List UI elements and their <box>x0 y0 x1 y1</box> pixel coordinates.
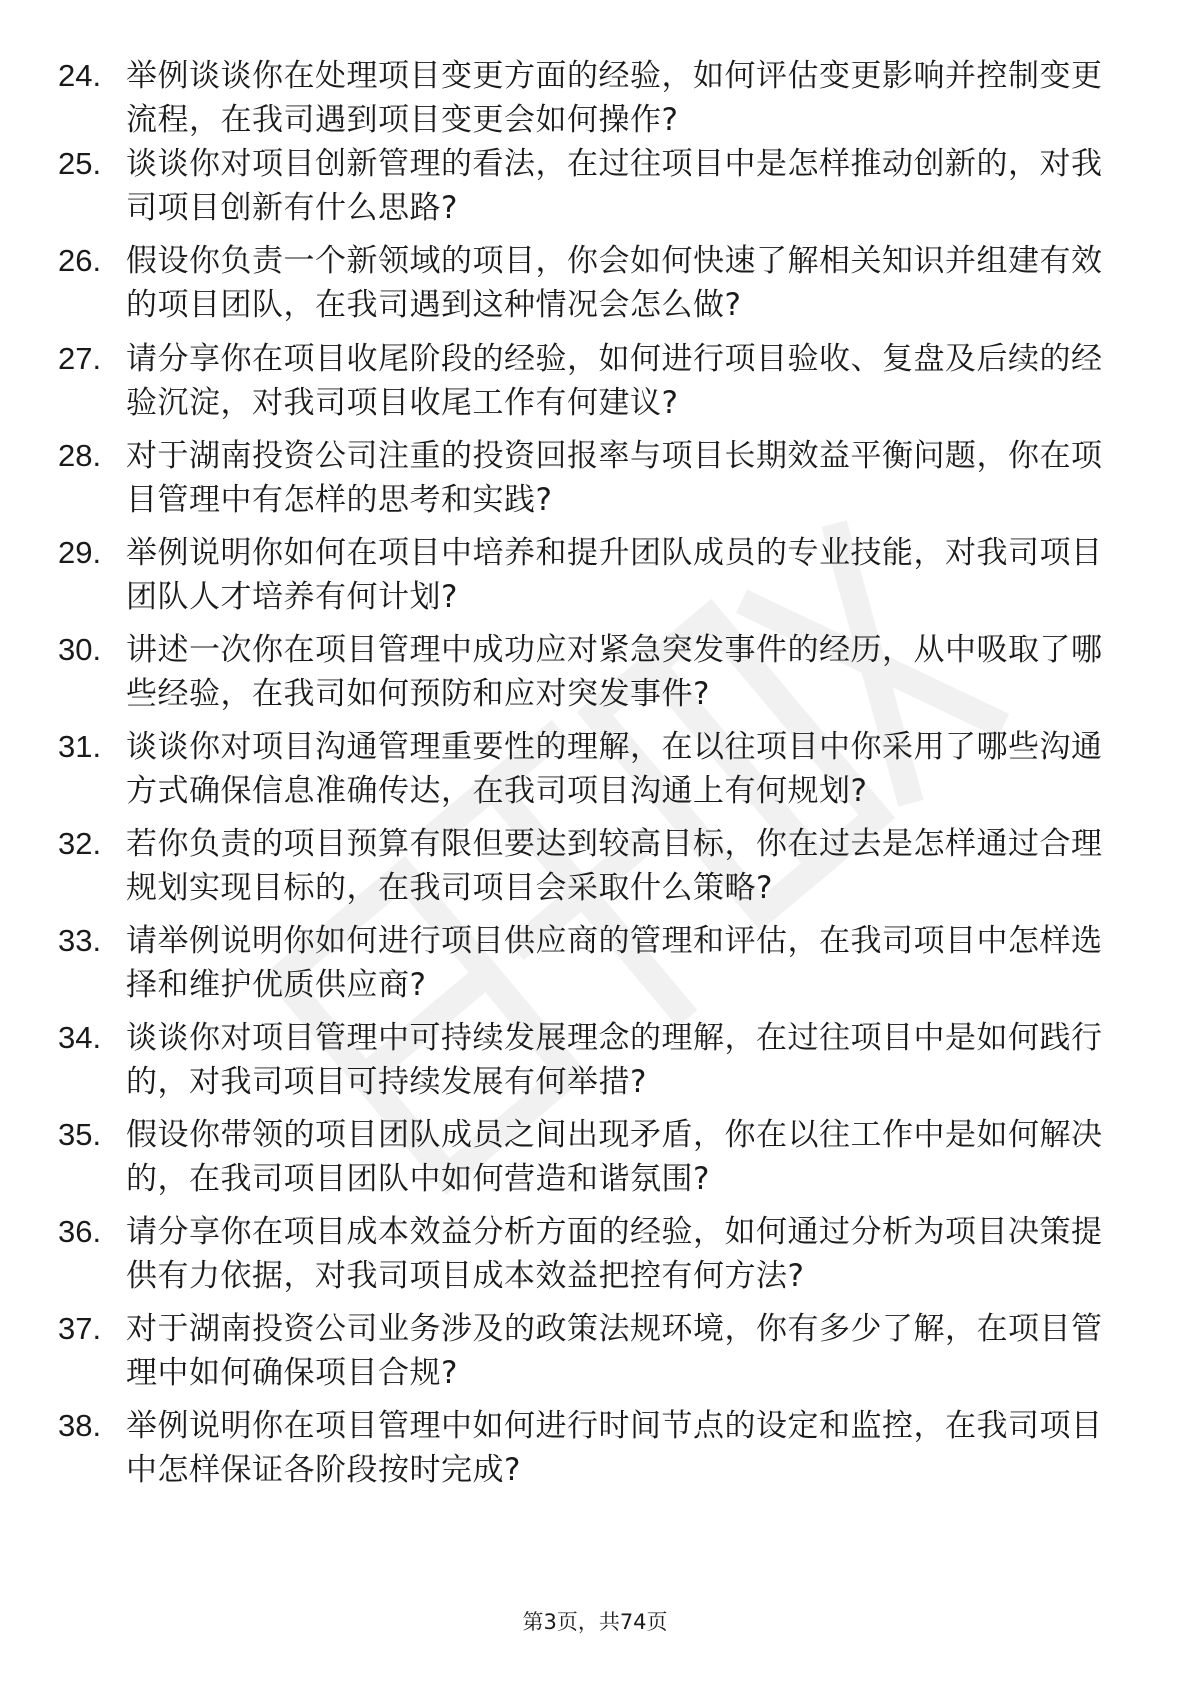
question-text: 讲述一次你在项目管理中成功应对紧急突发事件的经历，从中吸取了哪些经验，在我司如何预防和应对突发事件? <box>126 632 1103 712</box>
question-number: 35. <box>58 1117 102 1152</box>
question-number: 31. <box>58 729 102 764</box>
question-item <box>58 239 1138 327</box>
question-number: 30. <box>58 632 102 667</box>
question-number: 37. <box>58 1311 102 1346</box>
question-item <box>58 1113 1138 1201</box>
question-text: 请分享你在项目成本效益分析方面的经验，如何通过分析为项目决策提供有力依据，对我司项目成本效益把控有何方法? <box>126 1214 1103 1294</box>
question-text: 举例说明你在项目管理中如何进行时间节点的设定和监控，在我司项目中怎样保证各阶段按时完成? <box>126 1408 1103 1488</box>
question-number: 36. <box>58 1214 102 1249</box>
question-text: 谈谈你对项目创新管理的看法，在过往项目中是怎样推动创新的，对我司项目创新有什么思路? <box>126 146 1103 226</box>
question-text: 谈谈你对项目沟通管理重要性的理解，在以往项目中你采用了哪些沟通方式确保信息准确传达，在我司项目沟通上有何规划? <box>126 729 1103 809</box>
question-number: 26. <box>58 243 102 278</box>
question-item <box>58 1210 1138 1298</box>
question-text: 对于湖南投资公司业务涉及的政策法规环境，你有多少了解，在项目管理中如何确保项目合规? <box>126 1311 1103 1391</box>
question-text: 若你负责的项目预算有限但要达到较高目标，你在过去是怎样通过合理规划实现目标的，在我司项目会采取什么策略? <box>126 826 1103 906</box>
question-text: 请分享你在项目收尾阶段的经验，如何进行项目验收、复盘及后续的经验沉淀，对我司项目收尾工作有何建议? <box>126 341 1103 421</box>
question-item <box>58 822 1138 910</box>
question-number: 32. <box>58 826 102 861</box>
question-text: 假设你负责一个新领域的项目，你会如何快速了解相关知识并组建有效的项目团队，在我司遇到这种情况会怎么做? <box>126 243 1103 323</box>
question-text: 假设你带领的项目团队成员之间出现矛盾，你在以往工作中是如何解决的，在我司项目团队中如何营造和谐氛围? <box>126 1117 1103 1197</box>
question-number: 29. <box>58 535 102 570</box>
question-item <box>58 1404 1138 1492</box>
question-item <box>58 628 1138 716</box>
question-item <box>58 919 1138 1007</box>
question-item <box>58 142 1138 230</box>
question-number: 24. <box>58 58 102 93</box>
question-text: 谈谈你对项目管理中可持续发展理念的理解，在过往项目中是如何践行的，对我司项目可持续发展有何举措? <box>126 1020 1103 1100</box>
question-number: 33. <box>58 923 102 958</box>
question-text: 举例谈谈你在处理项目变更方面的经验，如何评估变更影响并控制变更流程，在我司遇到项目变更会如何操作? <box>126 58 1103 138</box>
question-text: 请举例说明你如何进行项目供应商的管理和评估，在我司项目中怎样选择和维护优质供应商? <box>126 923 1103 1003</box>
question-item <box>58 54 1138 142</box>
question-item <box>58 434 1138 522</box>
question-number: 38. <box>58 1408 102 1443</box>
question-item <box>58 531 1138 619</box>
question-item <box>58 725 1138 813</box>
question-number: 28. <box>58 438 102 473</box>
question-number: 25. <box>58 146 102 181</box>
question-item <box>58 1307 1138 1395</box>
question-item <box>58 337 1138 425</box>
question-item <box>58 1016 1138 1104</box>
question-text: 举例说明你如何在项目中培养和提升团队成员的专业技能，对我司项目团队人才培养有何计划? <box>126 535 1103 615</box>
question-number: 34. <box>58 1020 102 1055</box>
question-number: 27. <box>58 341 102 376</box>
page-number: 第3页，共74页 <box>522 1610 668 1634</box>
question-text: 对于湖南投资公司注重的投资回报率与项目长期效益平衡问题，你在项目管理中有怎样的思考和实践? <box>126 438 1103 518</box>
